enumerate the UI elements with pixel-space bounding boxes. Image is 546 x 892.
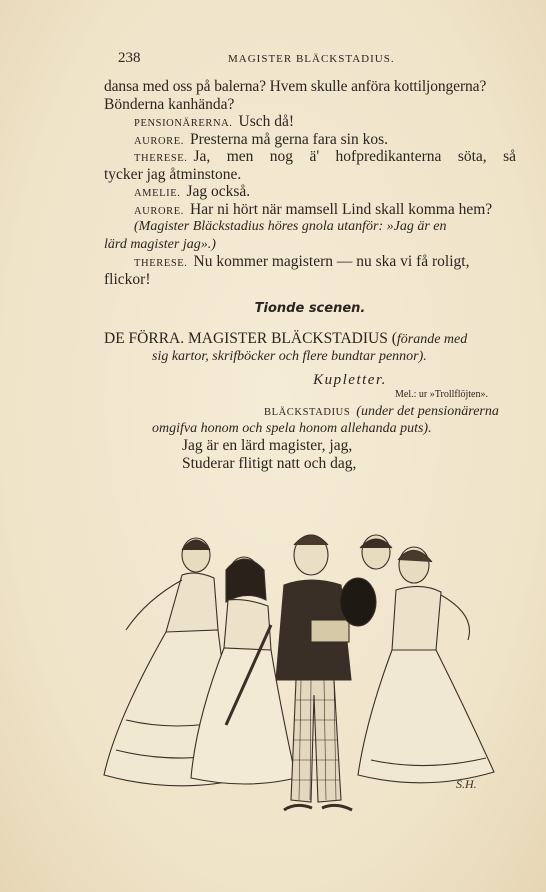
speech-line — [104, 201, 516, 219]
speech-text: Ja, men nog ä' hofpredikanterna söta, så — [193, 148, 516, 165]
text-line: dansa med oss på balerna? Hvem skulle anföra kottiljongerna? — [104, 78, 487, 95]
stage-direction: omgifva honom och spela honom allehanda puts). — [152, 420, 432, 436]
dialogue-block — [104, 78, 516, 288]
scene-heading: Tionde scenen. — [254, 301, 366, 316]
scene-characters: DE FÖRRA. MAGISTER BLÄCKSTADIUS ( — [104, 330, 397, 347]
running-title: MAGISTER BLÄCKSTADIUS. — [228, 53, 395, 65]
song-block — [104, 402, 516, 472]
speaker-name: AURORE. — [134, 135, 184, 147]
text-line: flickor! — [104, 270, 151, 288]
speech-text: Har ni hört när mamsell Lind skall komma hem? — [190, 200, 493, 218]
verse-line: Jag är en lärd magister, jag, — [182, 437, 353, 454]
speaker-name: AURORE. — [134, 205, 184, 217]
kupletter-title: Kupletter. — [313, 372, 387, 388]
stage-direction: (Magister Bläckstadius höres gnola utanför: »Jag är en — [134, 219, 447, 234]
speaker-name: BLÄCKSTADIUS — [264, 407, 351, 418]
speaker-name: PENSIONÄRERNA. — [134, 118, 233, 129]
speech-line — [104, 183, 516, 201]
stage-direction: lärd magister jag».) — [104, 236, 216, 252]
speech-line — [104, 131, 516, 149]
stage-direction: (under det pensionärerna — [356, 404, 499, 419]
speaker-name: AMELIE. — [134, 188, 181, 199]
scene-direction: sig kartor, skrifböcker och flere bundtar pennor). — [152, 348, 427, 364]
running-header — [104, 50, 514, 70]
speech-line — [104, 113, 516, 131]
verse-line: Studerar flitigt natt och dag, — [182, 454, 357, 472]
speech-text: Jag också. — [186, 183, 251, 200]
artist-signature: S.H. — [456, 777, 477, 791]
melody-note: Mel.: ur »Trollflöjten». — [395, 389, 488, 400]
song-speaker-line — [104, 402, 516, 420]
scene-direction: förande med — [396, 332, 468, 347]
speech-line — [104, 253, 516, 271]
scene-line — [104, 330, 516, 348]
speech-text: Usch då! — [238, 113, 295, 130]
girl-figure-right — [358, 535, 494, 783]
page-number: 238 — [118, 50, 141, 66]
speaker-name: THERESE. — [134, 153, 188, 164]
text-line: tycker jag åtminstone. — [104, 165, 242, 183]
engraving-illustration — [96, 520, 516, 820]
text-line: Bönderna kanhända? — [104, 95, 235, 113]
speech-line — [104, 148, 516, 166]
speaker-name: THERESE. — [134, 258, 188, 269]
scene-description — [104, 330, 516, 365]
speech-text: Nu kommer magistern — nu ska vi få roligt, — [193, 253, 470, 270]
speech-text: Presterna må gerna fara sin kos. — [190, 130, 388, 148]
